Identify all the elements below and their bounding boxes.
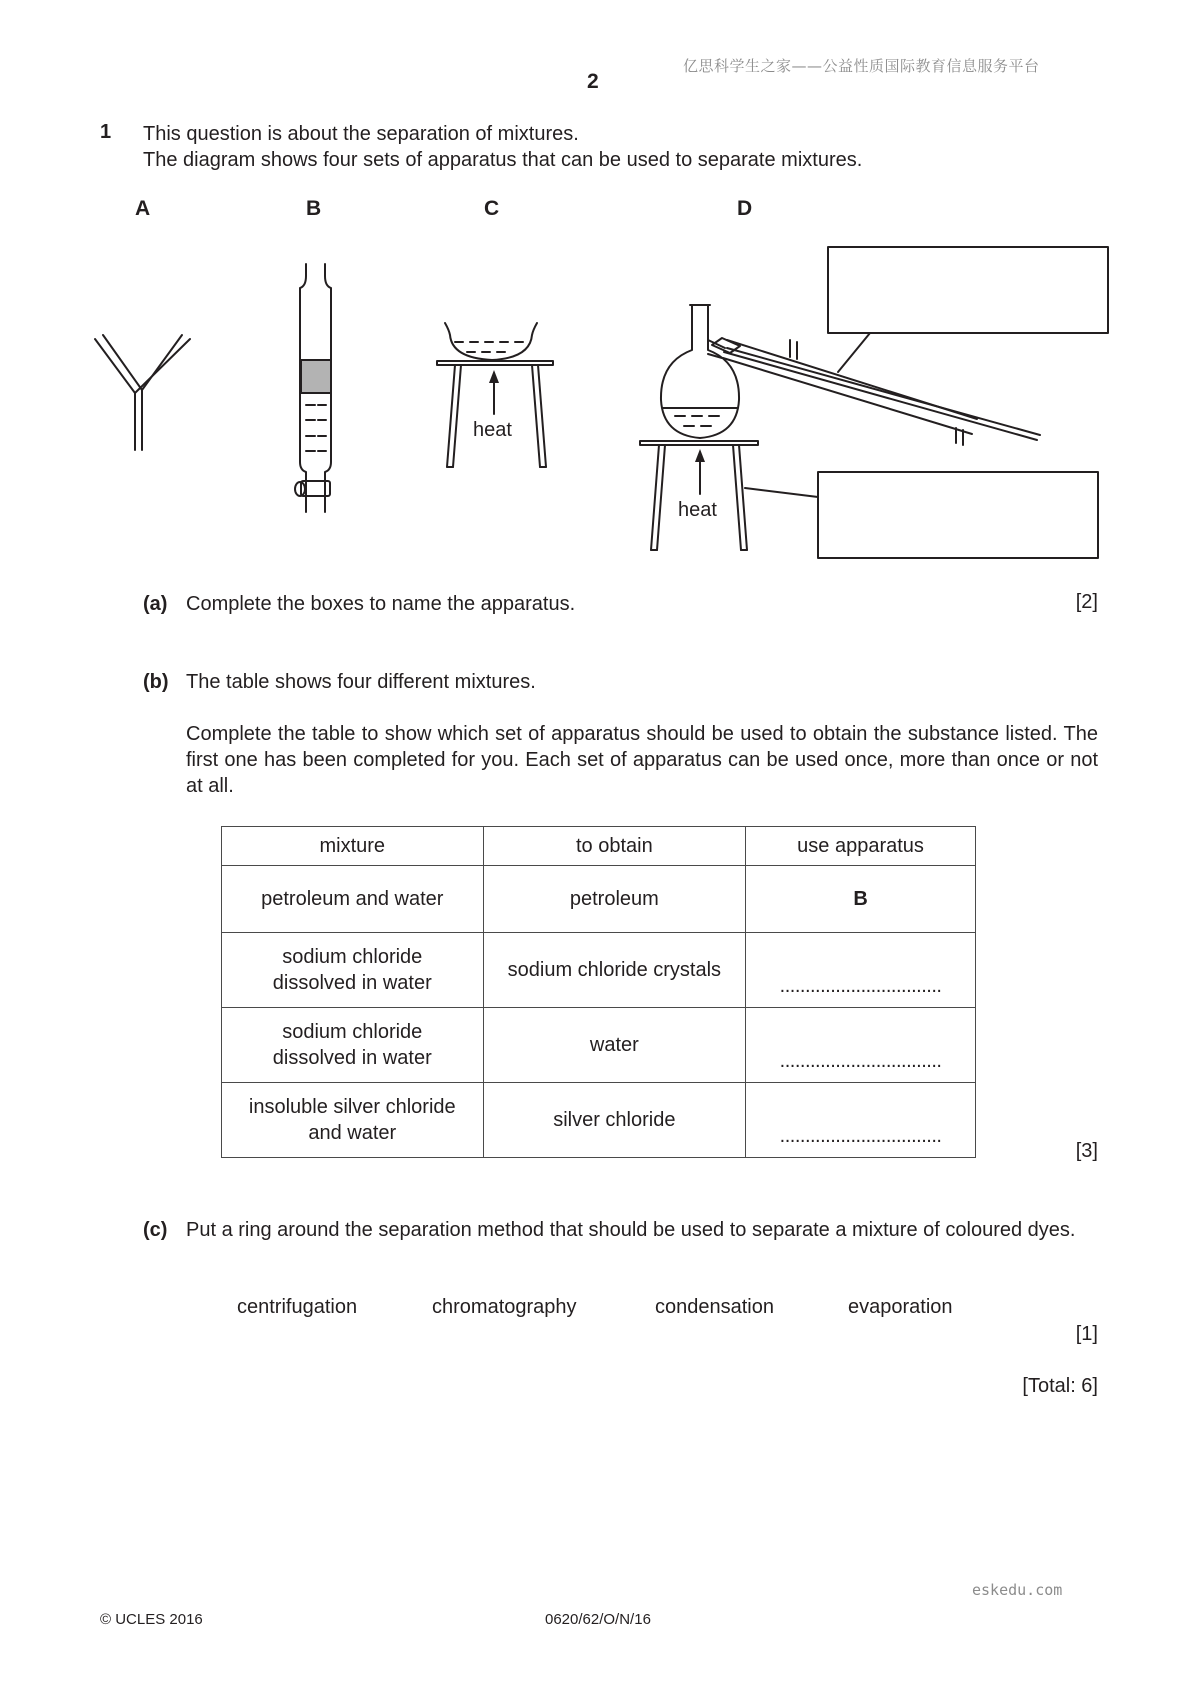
label-b: B: [306, 197, 322, 220]
filter-funnel-drawing: [95, 335, 190, 450]
intro-line-2: The diagram shows four sets of apparatus that can be used to separate mixtures.: [143, 149, 863, 171]
mixture-line-1: sodium chloride: [282, 1021, 423, 1043]
mixture-line-2: dissolved in water: [272, 972, 432, 994]
to-obtain-cell: petroleum: [483, 866, 746, 933]
mixture-line-1: sodium chloride: [282, 946, 423, 968]
part-c-marks: [1]: [1075, 1323, 1098, 1345]
apparatus-cell: B: [746, 866, 976, 933]
page-number: 2: [587, 70, 599, 93]
option-chromatography[interactable]: chromatography: [432, 1296, 577, 1318]
header-use-apparatus: use apparatus: [746, 827, 976, 866]
header-watermark: 亿思科学生之家——公益性质国际教育信息服务平台: [683, 57, 1040, 75]
total-marks: [Total: 6]: [1022, 1375, 1098, 1397]
part-c-label: (c): [143, 1219, 168, 1241]
label-c: C: [484, 197, 500, 220]
paper-code: 0620/62/O/N/16: [545, 1611, 651, 1628]
mixture-cell: [222, 933, 484, 1008]
part-b-text-2: Complete the table to show which set of apparatus should be used to obtain the substance listed. The first one has been completed for you. Each set of apparatus can be used once, more than once or not at all.: [186, 723, 1098, 797]
option-centrifugation[interactable]: centrifugation: [237, 1296, 358, 1318]
organic-layer: [301, 360, 331, 393]
table-row: [222, 933, 976, 1008]
intro-line-1: This question is about the separation of mixtures.: [143, 123, 579, 145]
part-b-marks: [3]: [1075, 1140, 1098, 1162]
option-condensation[interactable]: condensation: [655, 1296, 774, 1318]
mixtures-table: [221, 826, 976, 1158]
label-a: A: [135, 197, 151, 220]
mixture-cell: [222, 1083, 484, 1158]
part-b-text-1: The table shows four different mixtures.: [186, 671, 536, 693]
part-c-text: Put a ring around the separation method that should be used to separate a mixture of coloured dyes.: [186, 1219, 1076, 1241]
mixture-line-2: dissolved in water: [272, 1047, 432, 1069]
header-mixture: mixture: [222, 827, 484, 866]
footer-watermark: eskedu.com: [972, 1581, 1063, 1599]
to-obtain-cell: sodium chloride crystals: [483, 933, 746, 1008]
to-obtain-cell: water: [483, 1008, 746, 1083]
apparatus-answer-field[interactable]: ................................: [746, 1008, 976, 1083]
apparatus-answer-field[interactable]: ................................: [746, 933, 976, 1008]
table-header-row: [222, 827, 976, 866]
mixture-line-1: insoluble silver chloride: [248, 1096, 456, 1118]
mixture-cell: petroleum and water: [222, 866, 484, 933]
table-row: [222, 1083, 976, 1158]
apparatus-answer-field[interactable]: ................................: [746, 1083, 976, 1158]
part-b-label: (b): [143, 671, 169, 693]
part-a-marks: [2]: [1075, 591, 1098, 613]
part-a-label: (a): [143, 593, 168, 615]
to-obtain-cell: silver chloride: [483, 1083, 746, 1158]
header-to-obtain: to obtain: [483, 827, 746, 866]
mixture-line-2: and water: [308, 1122, 397, 1144]
table-row: [222, 866, 976, 933]
option-evaporation[interactable]: evaporation: [848, 1296, 953, 1318]
copyright: © UCLES 2016: [100, 1611, 203, 1628]
apparatus-diagram: [0, 0, 1191, 580]
part-a-text: Complete the boxes to name the apparatus.: [186, 593, 576, 615]
evaporating-basin-drawing: [437, 323, 553, 467]
label-d: D: [737, 197, 753, 220]
heat-label-c: heat: [473, 419, 512, 441]
question-number: 1: [100, 121, 112, 143]
mixture-cell: [222, 1008, 484, 1083]
table-row: [222, 1008, 976, 1083]
heat-label-d: heat: [678, 499, 717, 521]
